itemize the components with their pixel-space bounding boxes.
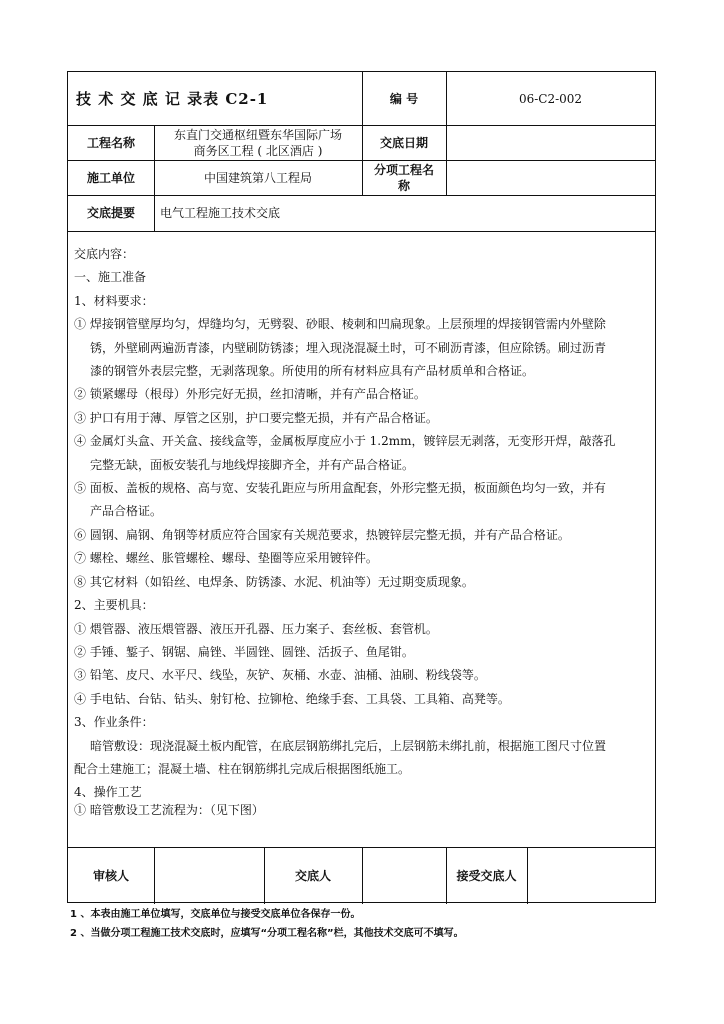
discloser-label: 交底人 [294,868,331,883]
row-divider [68,231,655,232]
number-value: 06-C2-002 [518,91,583,106]
reviewer-label: 审核人 [92,868,129,883]
reviewer-signature [154,847,264,904]
section-1-4-title: 4、操作工艺 [74,785,142,800]
work-condition-line-1: 暗管敷设：现浇混凝土板内配管，在底层钢筋绑扎完后，上层钢筋未绑扎前，根据施工图尺寸位置 [90,738,607,753]
process-item-1: ① 暗管敷设工艺流程为：（见下图） [74,802,264,817]
project-name-label: 工程名称 [86,135,135,150]
material-item-2: ② 锁紧螺母（根母）外形完好无损，丝扣清晰，并有产品合格证。 [74,387,426,402]
section-1-1-title: 1、材料要求： [74,293,154,308]
work-condition-line-2: 配合土建施工；混凝土墙、柱在钢筋绑扎完成后根据图纸施工。 [74,761,411,776]
number-label: 编 号 [389,91,419,106]
form-title: 技 术 交 底 记 录表 C2-1 [76,89,269,108]
date-value [446,125,655,160]
subproject-label-line-2: 称 [397,178,410,193]
subproject-value [446,160,655,195]
date-label: 交底日期 [379,135,428,150]
material-item-8: ⑧ 其它材料（如铅丝、电焊条、防锈漆、水泥、机油等）无过期变质现象。 [74,574,474,589]
material-item-1-line-1: ① 焊接钢管壁厚均匀，焊缝均匀，无劈裂、砂眼、棱刺和凹扁现象。上层预埋的焊接钢管需内外壁除 [74,317,606,332]
tool-item-2: ② 手锤、錾子、钢锯、扁锉、半圆锉、圆锉、活扳子、鱼尾钳。 [74,644,414,659]
discloser-signature [362,847,446,904]
note-1: 1 、本表由施工单位填写，交底单位与接受交底单位各保存一份。 [70,909,361,920]
section-1-3-title: 3、作业条件： [74,715,154,730]
summary-value: 电气工程施工技术交底 [160,206,281,220]
disclosure-form [67,71,656,903]
tool-item-4: ④ 手电钻、台钻、钻头、射钉枪、拉铆枪、绝缘手套、工具袋、工具箱、高凳等。 [74,691,510,706]
material-item-1-line-3: 漆的钢管外表层完整，无剥落现象。所使用的所有材料应具有产品材质单和合格证。 [90,364,535,379]
material-item-3: ③ 护口有用于薄、厚管之区别，护口要完整无损，并有产品合格证。 [74,410,438,425]
section-1-2-title: 2、主要机具： [74,598,154,613]
disclosure-content [74,243,652,822]
project-name-line-1: 东直门交通枢纽暨东华国际广场 [173,127,342,142]
receiver-label: 接受交底人 [456,868,517,883]
project-name-value [154,125,362,160]
subproject-label [362,160,446,195]
form-notes [70,905,464,943]
receiver-signature [527,847,655,904]
subproject-label-line-1: 分项工程名 [373,162,434,177]
material-item-4-line-2: 完整无缺，面板安装孔与地线焊接脚齐全，并有产品合格证。 [90,457,415,472]
summary-label: 交底提要 [86,206,135,220]
note-2: 2 、当做分项工程施工技术交底时，应填写“分项工程名称”栏，其他技术交底可不填写。 [70,928,464,939]
unit-label: 施工单位 [86,170,135,185]
tool-item-1: ① 煨管器、液压煨管器、液压开孔器、压力案子、套丝板、套管机。 [74,621,438,636]
unit-value: 中国建筑第八工程局 [203,170,312,185]
section-1-title: 一、施工准备 [74,270,147,285]
material-item-5-line-1: ⑤ 面板、盖板的规格、高与宽、安装孔距应与所用盒配套，外形完整无损，板面颜色均匀一致，并有 [74,481,606,496]
project-name-line-2: 商务区工程 ( 北区酒店 ) [193,143,323,158]
content-heading: 交底内容： [74,247,135,261]
material-item-1-line-2: 锈，外壁刷两遍沥青漆，内壁刷防锈漆；埋入现浇混凝土时，可不刷沥青漆，但应除锈。刷过沥青 [90,340,607,355]
material-item-6: ⑥ 圆钢、扁钢、角钢等材质应符合国家有关规范要求，热镀锌层完整无损，并有产品合格证。 [74,527,570,542]
material-item-5-line-2: 产品合格证。 [90,504,163,519]
tool-item-3: ③ 铅笔、皮尺、水平尺、线坠，灰铲、灰桶、水壶、油桶、油刷、粉线袋等。 [74,668,486,683]
material-item-7: ⑦ 螺栓、螺丝、胀管螺栓、螺母、垫圈等应采用镀锌件。 [74,551,378,566]
material-item-4-line-1: ④ 金属灯头盒、开关盒、接线盒等，金属板厚度应小于 1.2mm，镀锌层无剥落，无变形开焊，敲落孔 [74,434,616,449]
